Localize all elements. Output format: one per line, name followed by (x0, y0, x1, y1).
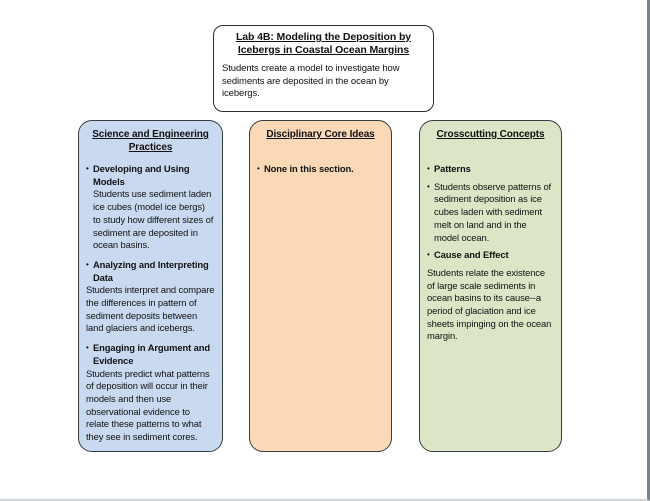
item-text: Students interpret and compare the differences in pattern of sediment deposits between land glaciers and icebergs. (86, 284, 215, 334)
item-text: Students observe patterns of sediment deposition as ice cubes laden with sediment melt on land and in the model ocean. (434, 180, 552, 243)
bullet-icon: • (86, 259, 89, 269)
item-text: Cause and Effect (434, 249, 509, 261)
item-text: Developing and Using Models (93, 163, 190, 187)
bullet-icon: • (427, 250, 430, 260)
list-item (427, 163, 554, 176)
bullet-icon: • (427, 164, 430, 173)
item-text: Engaging in Argument and Evidence (93, 342, 211, 366)
item-text: None in this section. (264, 163, 354, 174)
list-item (257, 163, 384, 176)
column-science-engineering-practices (78, 120, 223, 452)
bullet-icon: • (86, 164, 89, 173)
column-header: Crosscutting Concepts (436, 129, 545, 140)
item-text: Patterns (434, 163, 471, 174)
column-items (426, 163, 555, 343)
item-text: Students relate the existence of large scale sediments in ocean basins to its cause--a period of glaciation and ice sheets impinging on the ocean margin. (427, 266, 552, 342)
bullet-icon: • (257, 164, 260, 173)
list-item (86, 259, 215, 284)
list-item (86, 163, 215, 188)
list-item (427, 249, 554, 262)
bullet-icon: • (427, 181, 430, 191)
bullet-icon: • (86, 343, 89, 353)
lab-title-box (213, 25, 434, 112)
list-item (86, 342, 215, 367)
column-disciplinary-core-ideas (249, 120, 392, 452)
column-header: Disciplinary Core Ideas (266, 129, 375, 140)
column-items (256, 163, 385, 176)
column-header: Science and Engineering Practices (92, 129, 209, 153)
lab-description: Students create a model to investigate how sediments are deposited in the ocean by icebergs. (222, 63, 400, 100)
column-crosscutting-concepts (419, 120, 562, 452)
column-items (85, 163, 216, 444)
item-text: Students use sediment laden ice cubes (model ice bergs) to study how different sizes of sediment are deposited in ocean basins. (93, 188, 214, 251)
list-item (427, 181, 554, 245)
item-text: Students predict what patterns of deposition will occur in their models and then use observational evidence to relate these patterns to what they see in sediment cores. (86, 367, 210, 443)
item-text: Analyzing and Interpreting Data (93, 258, 209, 283)
lab-title: Lab 4B: Modeling the Deposition by Icebergs in Coastal Ocean Margins (235, 31, 412, 56)
